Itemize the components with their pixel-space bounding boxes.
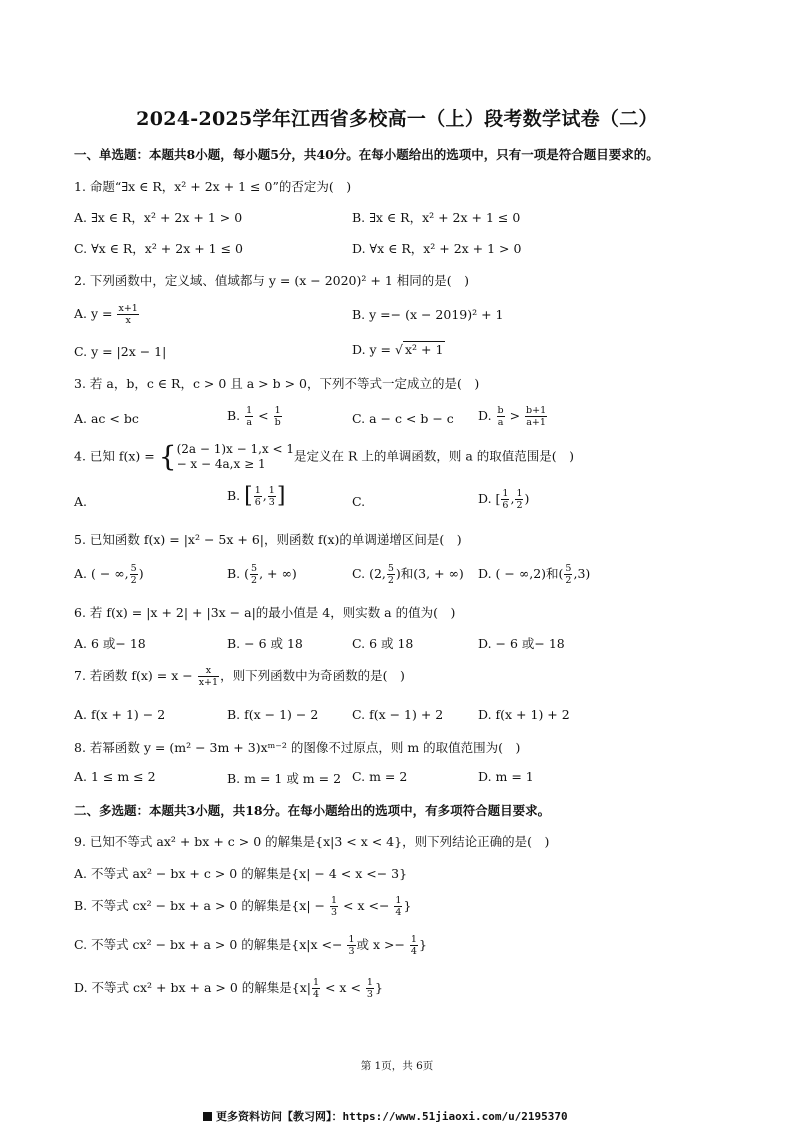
denominator: 3 [366,989,373,1000]
fraction [387,563,395,586]
question-8-option-b: B. m = 1 或 m = 2 [227,771,342,786]
option-suffix: ,3) [573,566,591,581]
option-prefix: D. [ [478,491,501,506]
fraction [525,405,547,428]
option-prefix: D. [478,408,496,423]
option-prefix: B. ( [227,566,250,581]
piece-1: (2a − 1)x − 1,x < 1 [176,442,295,456]
sqrt-icon: √ [395,342,403,357]
denominator: 3 [268,497,275,508]
numerator: 1 [312,977,320,988]
option-prefix: B. [227,488,245,503]
denominator: x+1 [198,677,219,688]
numerator: 1 [246,405,253,416]
numerator: x [198,665,219,677]
question-1-option-b: B. ∃x ∈ R，x² + 2x + 1 ≤ 0 [352,210,521,225]
question-9-option-d [74,977,383,1000]
option-suffix: )和(3, + ∞) [395,566,464,581]
option-prefix: D. ( − ∞,2)和( [478,566,564,581]
page-title: 2024-2025学年江西省多校高一（上）段考数学试卷（二） [136,108,658,130]
fraction [254,485,262,508]
question-2-option-c: C. y = |2x − 1| [74,344,167,359]
numerator: 1 [268,485,275,496]
denominator: 2 [387,575,394,586]
question-4-option-b: B. [ $\frac{1}{6}$ , $\frac{1}{3}$ ] [227,483,286,509]
question-5-option-c [352,563,464,586]
fraction [501,488,509,511]
numerator: 1 [331,895,338,906]
denominator: a [246,417,252,428]
denominator: 3 [348,946,355,957]
numerator: 1 [410,934,417,945]
question-7-stem [74,665,405,688]
question-1-option-d: D. ∀x ∈ R，x² + 2x + 1 > 0 [352,241,522,256]
option-suffix: , + ∞) [259,566,297,581]
denominator: 4 [395,907,402,918]
option-prefix: C. (2, [352,566,386,581]
fraction [347,934,355,957]
brace-icon: { [158,440,177,473]
question-1-stem: 1. 命题“∃x ∈ R，x² + 2x + 1 ≤ 0”的否定为( ) [74,179,352,194]
section-heading-multiple-choice: 二、多选题：本题共3小题，共18分。在每小题给出的选项中，有多项符合题目要求。 [74,803,551,818]
question-1-option-c: C. ∀x ∈ R，x² + 2x + 1 ≤ 0 [74,241,244,256]
question-6-option-c: C. 6 或 18 [352,636,414,651]
denominator: 4 [312,989,320,1000]
question-9-option-a: A. 不等式 ax² − bx + c > 0 的解集是{x| − 4 < x <− 3} [74,866,408,881]
fraction [117,303,138,326]
option-prefix: B. [227,408,245,423]
numerator: 1 [274,405,281,416]
denominator: a [497,417,504,428]
radicand: x² + 1 [404,342,444,357]
numerator: b [497,405,504,416]
question-3-option-c: C. a − c < b − c [352,411,454,426]
question-9-option-b [74,895,411,918]
fraction [250,563,258,586]
option-prefix: D. 不等式 cx² + bx + a > 0 的解集是{x| [74,980,311,995]
piecewise-definition [177,442,294,472]
operator: 或 x >− [356,937,409,952]
piece-2: − x − 4a,x ≥ 1 [176,457,266,471]
question-1-option-a: A. ∃x ∈ R，x² + 2x + 1 > 0 [74,210,243,225]
option-prefix: A. ( − ∞, [74,566,129,581]
question-3-option-d [478,405,548,428]
fraction [366,977,374,1000]
option-prefix: C. 不等式 cx² − bx + a > 0 的解集是{x|x <− [74,937,347,952]
fraction [497,405,505,428]
option-prefix: B. 不等式 cx² − bx + a > 0 的解集是{x| − [74,898,329,913]
numerator: 5 [565,563,572,574]
option-prefix: A. y = [74,306,117,321]
question-7-option-a: A. f(x + 1) − 2 [74,707,166,722]
option-prefix: D. y = [352,342,396,357]
section-heading-single-choice: 一、单选题：本题共8小题，每小题5分，共40分。在每小题给出的选项中，只有一项是符合题目要求的。 [74,147,659,162]
question-4-stem [74,442,574,472]
denominator: 3 [331,907,338,918]
numerator: 1 [516,488,523,499]
question-8-option-a: A. 1 ≤ m ≤ 2 [74,769,156,784]
right-bracket: ] [276,483,286,509]
stem-suffix: 是定义在 R 上的单调函数，则 a 的取值范围是( ) [294,448,575,464]
option-suffix: ) [524,491,530,506]
question-2-option-b: B. y =− (x − 2019)² + 1 [352,307,504,322]
fraction [515,488,523,511]
fraction [245,405,253,428]
option-suffix: } [403,898,412,913]
question-6-option-b: B. − 6 或 18 [227,636,303,651]
question-4-option-d: D. [ $\frac{1}{6}$ , $\frac{1}{2}$ ) [478,488,530,511]
page-footer: 第 1页，共 6页 [360,1060,434,1072]
fraction [130,563,138,586]
numerator: 5 [130,563,137,574]
numerator: 1 [502,488,509,499]
question-8-option-d: D. m = 1 [478,769,534,784]
stem-prefix: 4. 已知 f(x) = [74,448,159,464]
numerator: 5 [251,563,258,574]
numerator: 5 [387,563,394,574]
question-2-option-a [74,303,140,326]
operator: < x < [321,980,365,995]
watermark-link[interactable] [203,1108,568,1124]
question-3-stem: 3. 若 a，b，c ∈ R，c > 0 且 a > b > 0，下列不等式一定成立的是( ) [74,376,480,391]
question-2-stem: 2. 下列函数中，定义域、值域都与 y = (x − 2020)² + 1 相同的是( ) [74,273,470,288]
fraction [274,405,282,428]
operator: > [505,408,525,423]
question-7-option-c: C. f(x − 1) + 2 [352,707,444,722]
question-3-option-b [227,405,283,428]
denominator: x [125,315,131,326]
question-2-option-d [352,342,445,357]
question-3-option-a: A. ac < bc [74,411,139,426]
numerator: x+1 [118,303,138,314]
option-suffix: } [418,937,427,952]
question-5-option-d [478,563,590,586]
stem-suffix: ，则下列函数中为奇函数的是( ) [220,668,405,683]
option-suffix: ) [138,566,144,581]
fraction [198,665,219,688]
numerator: 1 [348,934,355,945]
numerator: 1 [395,895,402,906]
denominator: 2 [565,575,572,586]
denominator: 4 [410,946,417,957]
question-4-option-c: C. [352,494,366,509]
denominator: a+1 [526,417,546,428]
fraction [330,895,338,918]
denominator: 2 [130,575,137,586]
fraction [268,485,276,508]
question-6-option-a: A. 6 或− 18 [74,636,146,651]
question-8-option-c: C. m = 2 [352,769,408,784]
numerator: b+1 [526,405,547,416]
question-9-stem: 9. 已知不等式 ax² + bx + c > 0 的解集是{x|3 < x < 4}，则下列结论正确的是( ) [74,834,550,849]
fraction [312,977,320,1000]
question-6-stem: 6. 若 f(x) = |x + 2| + |3x − a|的最小值是 4，则实数 a 的值为( ) [74,605,456,620]
question-7-option-b: B. f(x − 1) − 2 [227,707,319,722]
denominator: 2 [251,575,258,586]
question-8-stem: 8. 若幂函数 y = (m² − 3m + 3)xᵐ⁻² 的图像不过原点，则 m 的取值范围为( ) [74,740,521,755]
question-5-option-a [74,563,144,586]
question-6-option-d: D. − 6 或− 18 [478,636,565,651]
fraction [564,563,572,586]
operator: < [254,408,273,423]
denominator: 6 [502,500,509,511]
watermark-text: 更多资料访问【教习网】：https://www.51jiaoxi.com/u/2195370 [216,1110,568,1123]
fraction [410,934,418,957]
question-5-stem: 5. 已知函数 f(x) = |x² − 5x + 6|，则函数 f(x)的单调递增区间是( ) [74,532,462,547]
left-bracket: [ [244,483,253,509]
stem-prefix: 7. 若函数 f(x) = x − [74,668,197,683]
numerator: 1 [366,977,373,988]
denominator: b [274,417,281,428]
numerator: 1 [254,485,261,496]
fraction [394,895,402,918]
option-suffix: } [374,980,383,995]
flag-icon [203,1112,212,1121]
question-5-option-b [227,563,297,586]
question-9-option-c [74,934,427,957]
denominator: 6 [254,497,261,508]
question-4-option-a: A. [74,494,88,509]
operator: < x <− [339,898,394,913]
question-7-option-d: D. f(x + 1) + 2 [478,707,570,722]
denominator: 2 [516,500,523,511]
